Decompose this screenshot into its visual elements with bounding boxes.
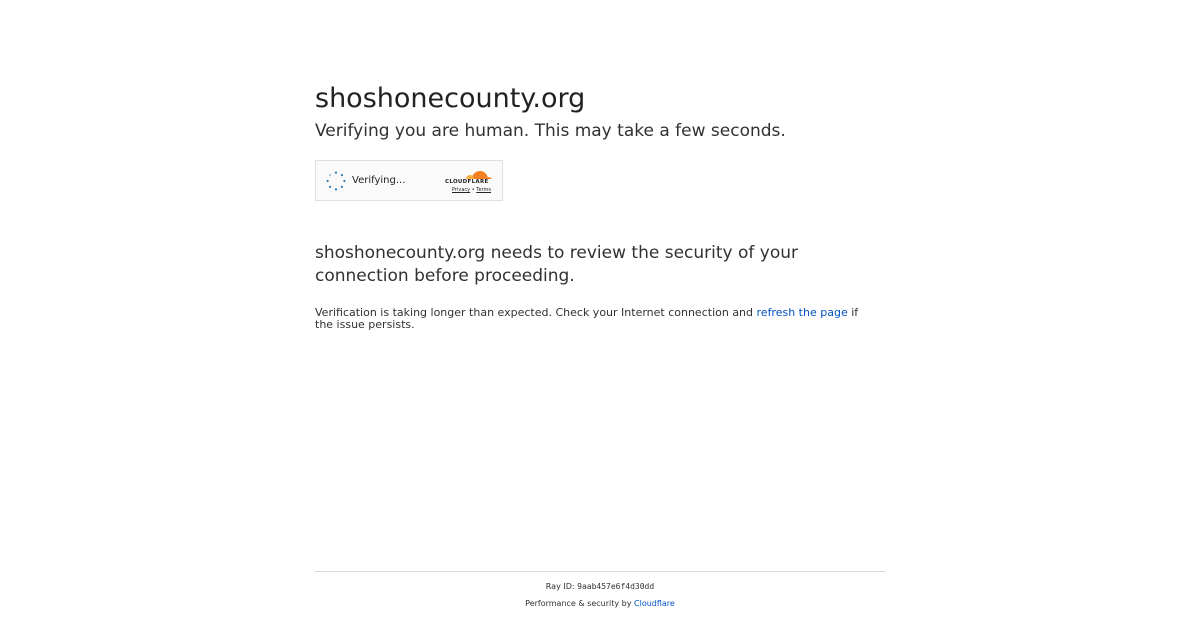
timeout-text-before: Verification is taking longer than expected. Check your Internet connection and	[315, 306, 757, 319]
terms-link[interactable]: Terms	[476, 187, 491, 193]
timeout-text-after: if the issue persists.	[315, 306, 859, 331]
refresh-link[interactable]: refresh the page	[756, 306, 848, 319]
spinner-icon	[326, 171, 346, 191]
performance-credit	[315, 599, 885, 608]
widget-links	[452, 187, 491, 193]
privacy-link[interactable]: Privacy	[452, 187, 471, 193]
links-separator: •	[471, 187, 475, 193]
cloudflare-wordmark: CLOUDFLARE	[445, 179, 489, 185]
ray-id	[315, 582, 885, 591]
timeout-message	[315, 307, 875, 331]
cloudflare-link[interactable]: Cloudflare	[634, 599, 675, 608]
footer-divider	[315, 571, 885, 572]
ray-id-label: Ray ID:	[545, 582, 578, 591]
security-review-message: shoshonecounty.org needs to review the security of your connection before proceeding.	[315, 243, 799, 286]
ray-id-value: 9aab457e6f4d30dd	[577, 582, 655, 591]
main-content	[315, 82, 887, 331]
page-title: shoshonecounty.org	[315, 83, 586, 114]
performance-text: Performance & security by	[525, 599, 635, 608]
page-subtitle: Verifying you are human. This may take a few seconds.	[315, 121, 786, 141]
turnstile-widget[interactable]	[315, 160, 503, 201]
verifying-status: Verifying...	[352, 175, 406, 186]
